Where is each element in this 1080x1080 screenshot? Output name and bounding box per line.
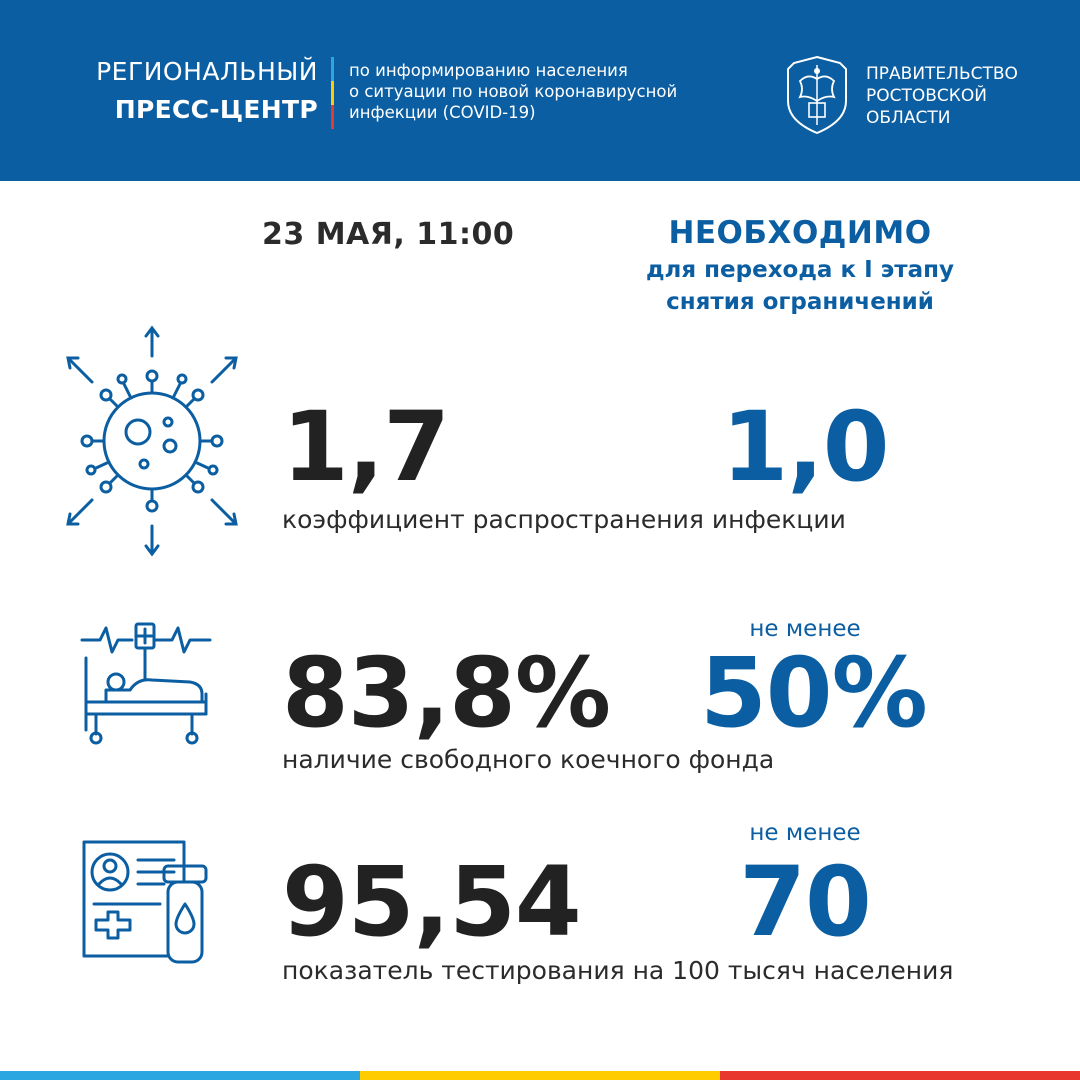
tricolor-divider [331, 57, 334, 129]
footer-stripe-yellow [360, 1071, 720, 1080]
tricolor-footer [0, 1071, 1080, 1080]
metric-2-value: 83,8% [282, 637, 611, 749]
metric-2-target: 50% [700, 637, 927, 749]
metric-3-target-prefix: не менее [749, 820, 861, 846]
metric-1-target: 1,0 [721, 391, 889, 503]
government-title [866, 63, 1066, 129]
metric-2-label: наличие свободного коечного фонда [282, 745, 775, 774]
metric-1-label: коэффициент распространения инфекции [282, 505, 846, 534]
subtitle-line: по информированию населения [349, 61, 628, 80]
footer-stripe-red [720, 1071, 1080, 1080]
header-bar [0, 0, 1080, 181]
subtitle-line: инфекции (COVID-19) [349, 103, 536, 122]
footer-stripe-blue [0, 1071, 360, 1080]
metric-3-label: показатель тестирования на 100 тысяч населения [282, 956, 954, 985]
brand-title-line1: РЕГИОНАЛЬНЫЙ [96, 57, 318, 86]
coat-of-arms-icon [780, 55, 854, 135]
gov-line: РОСТОВСКОЙ [866, 86, 987, 106]
gov-line: ОБЛАСТИ [866, 108, 951, 128]
header-subtitle [349, 60, 749, 123]
requirement-title: НЕОБХОДИМО [668, 215, 932, 251]
requirement-sub-line1: для перехода к I этапу [645, 257, 955, 283]
metric-3-value: 95,54 [282, 846, 581, 958]
brand-title-line2: ПРЕСС-ЦЕНТР [114, 95, 318, 124]
requirement-heading [610, 212, 990, 318]
requirement-sub-line2: снятия ограничений [666, 289, 934, 315]
medical-test-icon [80, 838, 216, 966]
gov-line: ПРАВИТЕЛЬСТВО [866, 64, 1018, 84]
metric-2-target-prefix: не менее [749, 616, 861, 642]
metric-1-value: 1,7 [282, 391, 450, 503]
subtitle-line: о ситуации по новой коронавирусной [349, 82, 678, 101]
metric-3-target: 70 [739, 846, 871, 958]
report-date: 23 МАЯ, 11:00 [262, 217, 515, 252]
virus-icon [58, 322, 246, 560]
hospital-bed-icon [80, 618, 212, 748]
